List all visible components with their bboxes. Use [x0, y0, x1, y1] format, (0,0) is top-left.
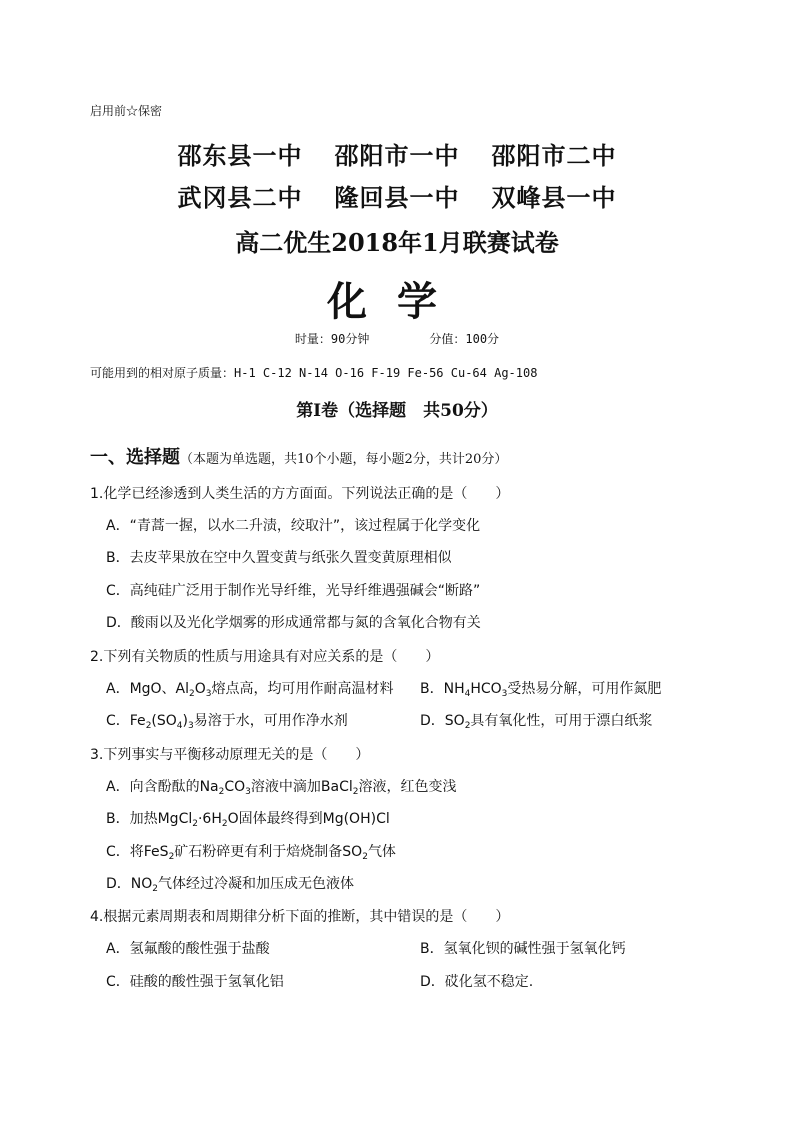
question-stem: 3.下列事实与平衡移动原理无关的是（ ） — [90, 747, 370, 763]
option-b: B．加热$MgCl_2\cdot 6H_2O$固体最终得到Mg(OH)Cl — [106, 811, 390, 829]
confidential-label: 启用前☆保密 — [90, 104, 163, 118]
option-d: D．$SO_2$具有氧化性，可用于漂白纸浆 — [420, 713, 653, 731]
school-name: 邵阳市一中 — [334, 141, 460, 170]
school-name: 武冈县二中 — [177, 183, 303, 212]
school-name: 双峰县一中 — [491, 183, 617, 212]
time-limit: 时量：90分钟 — [294, 332, 370, 346]
school-line-1 — [0, 136, 794, 171]
option-c: C．高纯硅广泛用于制作光导纤维，光导纤维遇强碱会“断路” — [106, 583, 481, 599]
school-name: 邵阳市二中 — [491, 141, 617, 170]
subject-title: 化学 — [327, 278, 467, 325]
option-a: A．氢氟酸的酸性强于盐酸 — [106, 941, 270, 957]
school-name: 隆回县一中 — [334, 183, 460, 212]
option-c: C．$Fe_2(SO_4)_3$易溶于水，可用作净水剂 — [106, 713, 348, 731]
atomic-masses-label: 可能用到的相对原子质量： — [90, 366, 235, 380]
question-stem: 4.根据元素周期表和周期律分析下面的推断，其中错误的是（ ） — [90, 909, 510, 925]
option-d: D．$NO_2$气体经过冷凝和加压成无色液体 — [106, 876, 355, 894]
option-c: C．硅酸的酸性强于氢氧化铝 — [106, 974, 284, 990]
option-d: D．酸雨以及光化学烟雾的形成通常都与氮的含氧化合物有关 — [106, 615, 481, 631]
question-stem: 1.化学已经渗透到人类生活的方方面面。下列说法正确的是（ ） — [90, 486, 510, 502]
option-b: B．去皮苹果放在空中久置变黄与纸张久置变黄原理相似 — [106, 550, 452, 566]
score-total: 分值：100分 — [429, 332, 500, 346]
school-line-2 — [0, 178, 794, 213]
section-title: 一、选择题 — [90, 447, 180, 468]
option-b: B．氢氧化钡的碱性强于氢氧化钙 — [420, 941, 626, 957]
option-b: B．$NH_4HCO_3$受热易分解，可用作氮肥 — [420, 681, 662, 699]
option-a: A．“青蒿一握，以水二升渍，绞取汁”，该过程属于化学变化 — [106, 518, 481, 534]
atomic-masses-values: H-1 C-12 N-14 O-16 F-19 Fe-56 Cu-64 Ag-108 — [234, 366, 538, 380]
option-a: A．MgO、$Al_2O_3$熔点高，均可用作耐高温材料 — [106, 681, 394, 699]
section-heading — [90, 443, 507, 469]
exam-meta — [0, 330, 794, 347]
school-name: 邵东县一中 — [177, 141, 303, 170]
option-c: C．将FeS$_2$矿石粉碎更有利于焙烧制备$SO_2$气体 — [106, 844, 396, 862]
question-stem: 2.下列有关物质的性质与用途具有对应关系的是（ ） — [90, 649, 440, 665]
option-d: D．砹化氢不稳定. — [420, 974, 534, 990]
option-a: A．向含酚酞的$Na_2CO_3$溶液中滴加BaCl$_2$溶液，红色变浅 — [106, 779, 457, 797]
exam-title: 高二优生2018年1月联赛试卷 — [235, 228, 559, 257]
part-heading: 第Ⅰ卷（选择题 共50分） — [296, 401, 498, 421]
section-note: （本题为单选题，共10个小题，每小题2分，共计20分） — [180, 452, 508, 467]
atomic-masses — [90, 364, 537, 381]
